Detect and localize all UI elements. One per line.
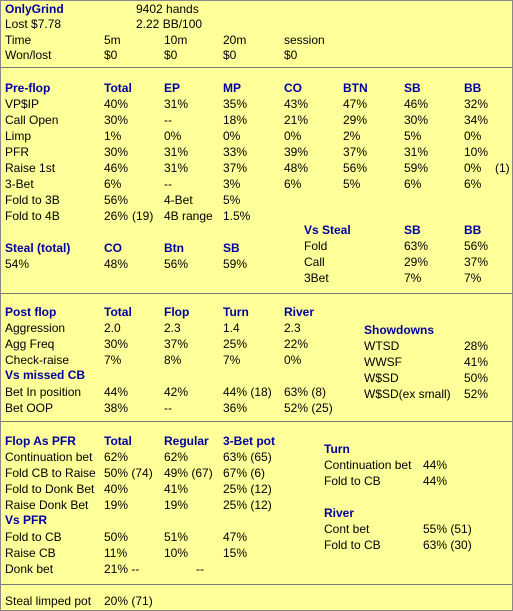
stat-value: 0%: [464, 129, 482, 143]
stat-value: 7%: [404, 271, 422, 285]
stat-value: 19%: [104, 498, 129, 512]
stat-label: Continuation bet: [324, 458, 412, 472]
stat-label: 3Bet: [304, 271, 329, 285]
stat-value: 48%: [104, 257, 129, 271]
time-col-10m: 10m: [164, 33, 188, 47]
stat-value: 44%: [423, 458, 448, 472]
stat-label: Cont bet: [324, 522, 370, 536]
stat-value: 41%: [164, 482, 189, 496]
stat-value: --: [196, 562, 204, 576]
stat-value: 25%: [223, 337, 248, 351]
stat-value: 31%: [164, 97, 189, 111]
stat-value: 32%: [464, 97, 489, 111]
stat-value: 50% (74): [104, 466, 153, 480]
stat-value: 37%: [464, 255, 489, 269]
stat-label: Donk bet: [5, 562, 54, 576]
river-title: River: [324, 506, 355, 520]
stat-label: Check-raise: [5, 353, 70, 367]
steal-col-btn: Btn: [164, 241, 184, 255]
stat-value: 44%: [423, 474, 448, 488]
sample-count: (1): [495, 161, 510, 175]
stat-value: 6%: [104, 177, 122, 191]
vs-steal-col-sb: SB: [404, 223, 421, 237]
time-col-5m: 5m: [104, 33, 121, 47]
stat-value: 2.3: [164, 321, 181, 335]
stat-label: WTSD: [364, 339, 400, 353]
stat-value: 33%: [223, 145, 248, 159]
stat-value: 6%: [404, 177, 422, 191]
stat-label: 3-Bet: [5, 177, 34, 191]
stat-value: 5%: [223, 193, 241, 207]
stat-value: 52%: [464, 387, 489, 401]
stat-value: 21%: [284, 113, 309, 127]
stat-value: --: [164, 401, 172, 415]
flop-pfr-col-total: Total: [104, 434, 132, 448]
stat-label: VP$IP: [5, 97, 40, 111]
stat-value: 1%: [104, 129, 122, 143]
stat-value: 31%: [164, 161, 189, 175]
flop-pfr-col-regular: Regular: [164, 434, 209, 448]
stat-value: 56%: [104, 193, 129, 207]
stat-value: 44%: [104, 385, 129, 399]
stat-value: 62%: [104, 450, 129, 464]
stat-value: 30%: [404, 113, 429, 127]
stat-label: Agg Freq: [5, 337, 55, 351]
stat-value: 29%: [343, 113, 368, 127]
stat-value: 39%: [284, 145, 309, 159]
stat-value: 56%: [464, 239, 489, 253]
stat-value: 37%: [164, 337, 189, 351]
stat-value: 44% (18): [223, 385, 272, 399]
stat-label: Fold to CB: [324, 538, 381, 552]
time-col-session: session: [284, 33, 325, 47]
stat-value: 2.0: [104, 321, 121, 335]
stat-value: 7%: [104, 353, 122, 367]
stat-value: 0%: [284, 129, 302, 143]
stat-value: 55% (51): [423, 522, 472, 536]
postflop-col-flop: Flop: [164, 305, 190, 319]
stat-value: 37%: [343, 145, 368, 159]
stat-label: Aggression: [5, 321, 66, 335]
stat-value: 0%: [464, 161, 482, 175]
stat-label: Fold to 4B: [5, 209, 60, 223]
stat-value: 7%: [464, 271, 482, 285]
flop-pfr-title: Flop As PFR: [5, 434, 76, 448]
stat-value: 28%: [464, 339, 489, 353]
stat-label: 4-Bet: [164, 193, 193, 207]
stat-value: 50%: [104, 530, 129, 544]
stat-value: 34%: [464, 113, 489, 127]
stat-value: 49% (67): [164, 466, 213, 480]
preflop-col-total: Total: [104, 81, 132, 95]
stat-value: 19%: [164, 498, 189, 512]
time-col-20m: 20m: [223, 33, 247, 47]
stat-value: 11%: [104, 546, 128, 560]
stat-value: 41%: [464, 355, 489, 369]
stat-value: 63% (65): [223, 450, 272, 464]
divider: [1, 293, 512, 294]
stat-value: 38%: [104, 401, 129, 415]
stat-label: Limp: [5, 129, 32, 143]
vs-missed-cb-title: Vs missed CB: [5, 368, 86, 382]
stat-label: Steal limped pot: [5, 594, 92, 608]
bb-per-100: 2.22 BB/100: [136, 17, 203, 31]
vs-steal-title: Vs Steal: [304, 223, 351, 237]
stat-value: 40%: [104, 482, 129, 496]
stat-label: Raise CB: [5, 546, 56, 560]
stat-value: 30%: [104, 113, 129, 127]
stat-label: PFR: [5, 145, 29, 159]
showdowns-title: Showdowns: [364, 323, 434, 337]
player-name: OnlyGrind: [5, 2, 64, 16]
wonlost-label: Won/lost: [5, 48, 52, 62]
stat-value: 63% (30): [423, 538, 472, 552]
preflop-col-btn: BTN: [343, 81, 368, 95]
postflop-col-total: Total: [104, 305, 132, 319]
postflop-title: Post flop: [5, 305, 57, 319]
preflop-title: Pre-flop: [5, 81, 51, 95]
wonlost-5m: $0: [104, 48, 118, 62]
stat-label: Bet In position: [5, 385, 82, 399]
stat-value: 6%: [464, 177, 482, 191]
divider: [1, 584, 512, 585]
stat-value: 30%: [104, 145, 129, 159]
preflop-col-sb: SB: [404, 81, 421, 95]
stat-value: 40%: [104, 97, 129, 111]
stat-value: 5%: [404, 129, 422, 143]
preflop-col-mp: MP: [223, 81, 241, 95]
sample-count: (19): [132, 209, 154, 223]
stat-label: Call: [304, 255, 325, 269]
stat-label: Fold: [304, 239, 328, 253]
stat-value: 5%: [343, 177, 361, 191]
stat-label: Fold to 3B: [5, 193, 60, 207]
steal-total: 54%: [5, 257, 30, 271]
stat-label: W$SD: [364, 371, 399, 385]
stat-value: 3%: [223, 177, 241, 191]
hand-count: 9402 hands: [136, 2, 199, 16]
stat-value: 42%: [164, 385, 189, 399]
stat-value: 59%: [223, 257, 248, 271]
stat-value: 46%: [404, 97, 429, 111]
stat-value: 10%: [464, 145, 489, 159]
stat-value: 48%: [284, 161, 309, 175]
stat-value: --: [164, 113, 172, 127]
preflop-col-bb: BB: [464, 81, 482, 95]
steal-col-co: CO: [104, 241, 122, 255]
stat-value: 8%: [164, 353, 182, 367]
lost-amount: Lost $7.78: [5, 17, 62, 31]
stat-label: Continuation bet: [5, 450, 93, 464]
stat-value: 63%: [404, 239, 429, 253]
stat-value: 36%: [223, 401, 248, 415]
stat-value: 37%: [223, 161, 248, 175]
stat-value: 26%: [104, 209, 129, 223]
stat-value: 63% (8): [284, 385, 327, 399]
stat-label: 4B range: [164, 209, 213, 223]
steal-col-sb: SB: [223, 241, 240, 255]
stat-value: 22%: [284, 337, 309, 351]
stat-value: 59%: [404, 161, 429, 175]
turn-title: Turn: [324, 442, 350, 456]
stat-value: 25% (12): [223, 498, 272, 512]
wonlost-session: $0: [284, 48, 298, 62]
stat-label: Fold to CB: [324, 474, 381, 488]
stat-value: 62%: [164, 450, 189, 464]
stat-value: 2%: [343, 129, 361, 143]
stat-value: 35%: [223, 97, 248, 111]
stat-label: Raise 1st: [5, 161, 56, 175]
stat-label: Bet OOP: [5, 401, 54, 415]
stat-value: 31%: [164, 145, 189, 159]
wonlost-10m: $0: [164, 48, 178, 62]
stat-value: 6%: [284, 177, 302, 191]
stat-label: Fold to CB: [5, 530, 62, 544]
flop-pfr-col-3bet: 3-Bet pot: [223, 434, 275, 448]
stat-value: 15%: [223, 546, 248, 560]
stat-value: 43%: [284, 97, 309, 111]
postflop-col-turn: Turn: [223, 305, 249, 319]
stat-value: 47%: [223, 530, 248, 544]
preflop-col-co: CO: [284, 81, 302, 95]
stat-value: 1.4: [223, 321, 240, 335]
stat-value: 25% (12): [223, 482, 272, 496]
divider: [1, 67, 512, 68]
stat-label: Raise Donk Bet: [5, 498, 89, 512]
time-label: Time: [5, 33, 32, 47]
stat-value: 56%: [164, 257, 189, 271]
stat-value: 67% (6): [223, 466, 266, 480]
stat-value: 30%: [104, 337, 129, 351]
steal-title: Steal (total): [5, 241, 71, 255]
stat-label: Fold to Donk Bet: [5, 482, 95, 496]
stat-value: 0%: [284, 353, 302, 367]
stat-value: 31%: [404, 145, 429, 159]
stat-value: 46%: [104, 161, 129, 175]
stat-label: Fold CB to Raise: [5, 466, 96, 480]
wonlost-20m: $0: [223, 48, 237, 62]
vs-pfr-title: Vs PFR: [5, 513, 48, 527]
stat-value: 56%: [343, 161, 368, 175]
stat-value: 10%: [164, 546, 189, 560]
vs-steal-col-bb: BB: [464, 223, 482, 237]
stat-value: 7%: [223, 353, 241, 367]
stat-value: --: [164, 177, 172, 191]
stat-value: 20% (71): [104, 594, 153, 608]
stat-value: 0%: [164, 129, 182, 143]
stat-value: 47%: [343, 97, 368, 111]
stat-value: 2.3: [284, 321, 301, 335]
stat-label: WWSF: [364, 355, 402, 369]
stat-value: 52% (25): [284, 401, 333, 415]
postflop-col-river: River: [284, 305, 315, 319]
stat-value: 18%: [223, 113, 248, 127]
stat-value: 21% --: [104, 562, 140, 576]
preflop-col-ep: EP: [164, 81, 181, 95]
stat-label: Call Open: [5, 113, 59, 127]
stat-label: W$SD(ex small): [364, 387, 451, 401]
stat-value: 29%: [404, 255, 429, 269]
stat-value: 1.5%: [223, 209, 251, 223]
divider: [1, 421, 512, 422]
stat-value: 0%: [223, 129, 241, 143]
stat-value: 50%: [464, 371, 489, 385]
stat-value: 51%: [164, 530, 189, 544]
